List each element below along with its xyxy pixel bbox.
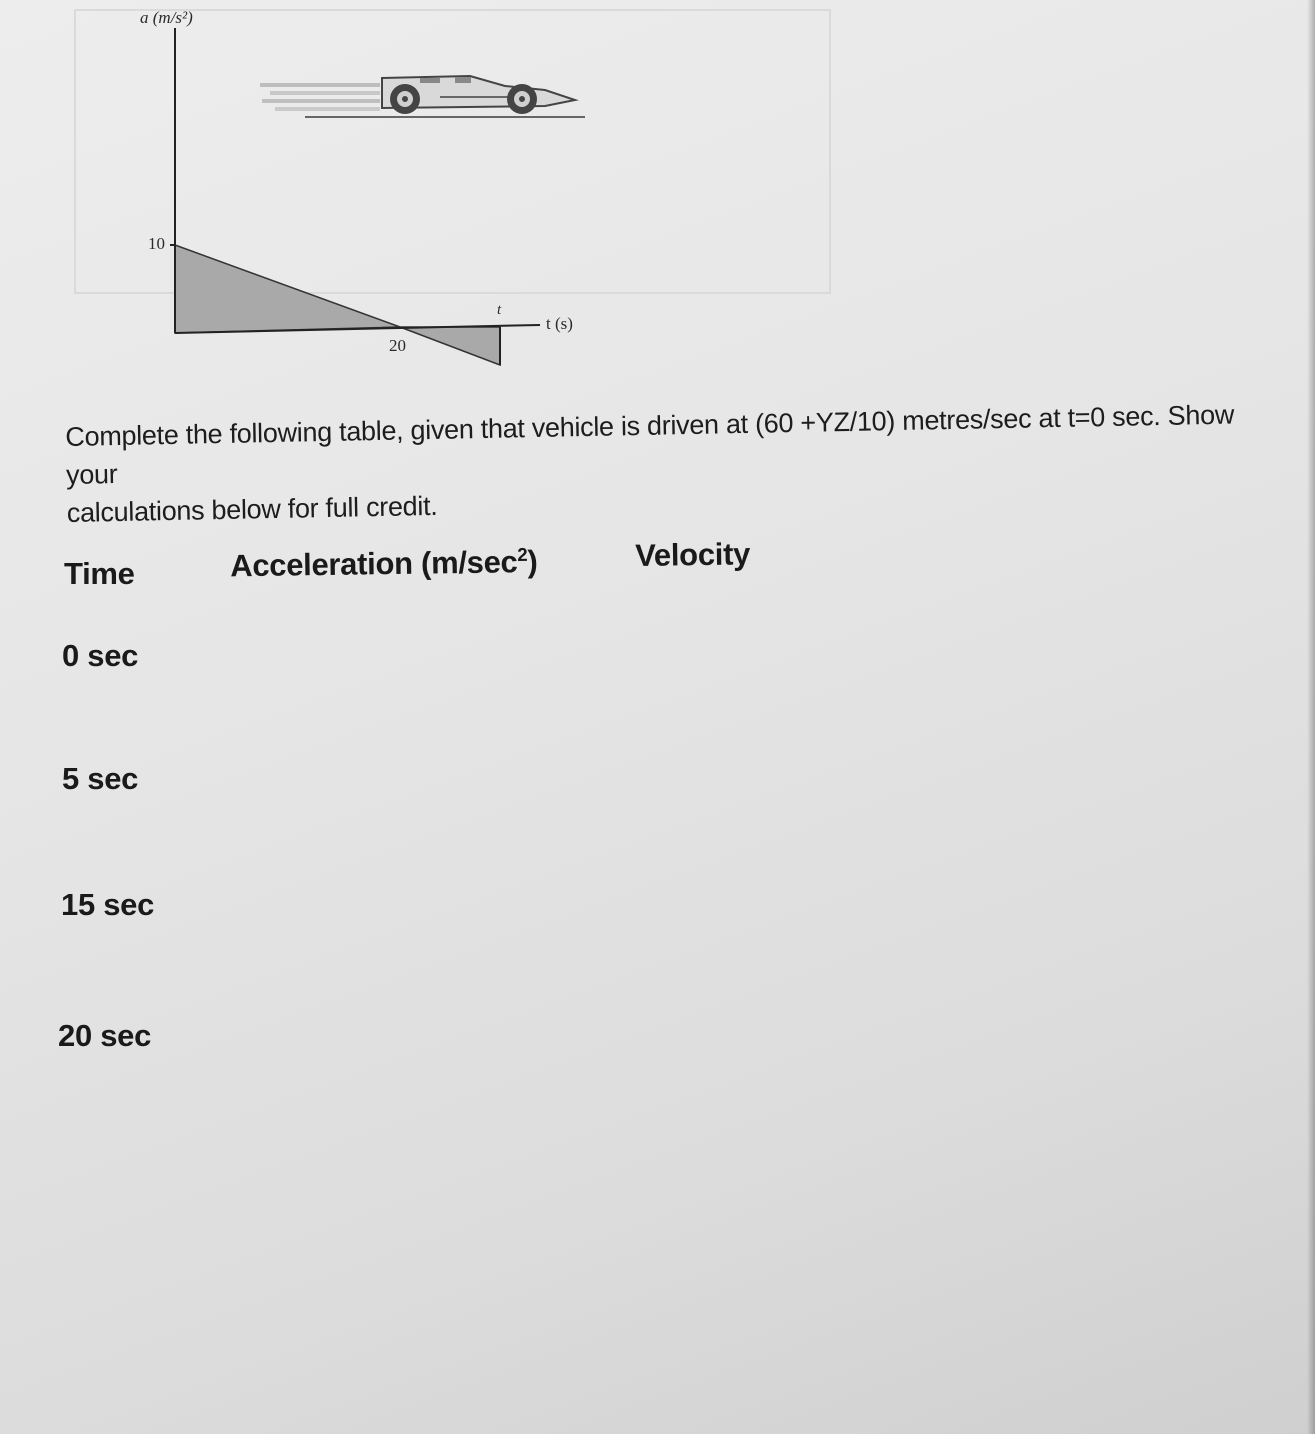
- instructions-line-1: Complete the following table, given that vehicle is driven at (60 +YZ/10) metres/sec at t=0 sec. Show your: [65, 399, 1235, 490]
- t-end-label: t: [497, 302, 502, 318]
- header-acceleration-close: ): [527, 544, 538, 580]
- page-edge-shadow: [1307, 0, 1315, 1434]
- x-tick-label-20: 20: [389, 336, 406, 355]
- row-time-20: 20 sec: [58, 1018, 152, 1053]
- x-axis-label: t (s): [546, 314, 573, 333]
- instructions-line-2: calculations below for full credit.: [66, 490, 438, 528]
- row-time-0: 0 sec: [62, 638, 139, 673]
- header-acceleration: [230, 544, 538, 585]
- y-axis-label: a (m/s²): [140, 8, 193, 27]
- y-tick-label-10: 10: [148, 234, 165, 253]
- row-time-5: 5 sec: [62, 761, 139, 796]
- header-acceleration-superscript: 2: [517, 543, 528, 565]
- row-time-15: 15 sec: [61, 887, 155, 922]
- acceleration-time-graph: [0, 0, 860, 400]
- race-car-icon: [260, 76, 585, 117]
- instructions-paragraph: [65, 395, 1282, 532]
- header-time: Time: [64, 556, 135, 591]
- negative-acceleration-region: [400, 327, 500, 365]
- positive-acceleration-region: [175, 245, 400, 333]
- header-acceleration-text: Acceleration (m/sec: [230, 544, 518, 584]
- header-velocity: Velocity: [635, 536, 751, 573]
